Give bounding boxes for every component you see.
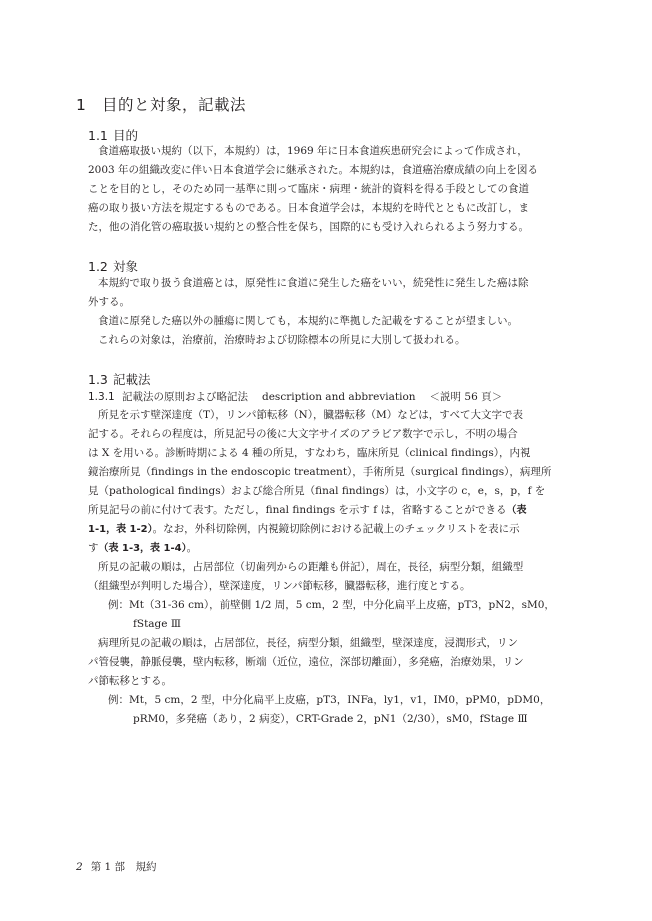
chapter-number: 1 — [76, 96, 87, 114]
paragraph-line — [88, 503, 576, 518]
example-line: fStage Ⅲ — [133, 618, 181, 630]
example-line: 例：Mt（31-36 cm），前壁側 1/2 周，5 cm，2 型，中分化扁平上皮癌，pT3，pN2，sM0， — [108, 599, 555, 611]
paragraph-line — [88, 522, 576, 537]
paragraph-line: 見（pathological findings）および総合所見（final findings）は，小文字の c，e，s，p，f を — [88, 485, 546, 497]
paragraph-line: 病理所見の記載の順は，占居部位，長径，病型分類，組織型，壁深達度，浸潤形式，リン — [98, 637, 518, 649]
subsection-number: 1.3.1 — [88, 391, 115, 403]
paragraph-line: 癌の取り扱い方法を規定するものである。日本食道学会は，本規約を時代とともに改訂し，ま — [88, 202, 529, 214]
paragraph-line: は X を用いる。診断時期による 4 種の所見，すなわち，臨床所見（clinical findings），内視 — [88, 447, 531, 459]
table-reference: （表 — [506, 505, 527, 516]
section-number: 1.1 — [88, 128, 108, 143]
paragraph-line — [88, 541, 576, 556]
section-title: 目的 — [113, 128, 139, 143]
paragraph-line: ことを目的とし，そのため同一基準に則って臨床・病理・統計的資料を得る手段としての食道 — [88, 183, 529, 195]
section-number: 1.3 — [88, 372, 108, 387]
paragraph-line: パ管侵襲，静脈侵襲，壁内転移，断端（近位，遠位，深部切離面），多発癌，治療効果，リン — [88, 656, 524, 668]
subsection-heading-1-3-1 — [88, 389, 502, 404]
line-text: 。 — [186, 542, 198, 554]
line-text: す — [88, 542, 99, 554]
example-line: pRM0，多発癌（あり，2 病変），CRT-Grade 2，pN1（2/30），sM0，fStage Ⅲ — [133, 713, 528, 725]
example-line: 例：Mt，5 cm，2 型，中分化扁平上皮癌，pT3，INFa，ly1，v1，IM0，pPM0，pDM0， — [108, 694, 551, 706]
paragraph-line: パ節転移とする。 — [88, 675, 172, 687]
page-number: 2 — [76, 861, 83, 873]
explanation-reference: ＜説明 56 頁＞ — [429, 391, 503, 403]
paragraph-line: これらの対象は，治療前，治療時および切除標本の所見に大別して扱われる。 — [98, 334, 466, 346]
chapter-heading — [76, 93, 246, 115]
subsection-title: 記載法の原則および略記法 — [122, 391, 248, 403]
paragraph-line: 食道に原発した癌以外の腫瘍に関しても，本規約に準拠した記載をすることが望ましい。 — [98, 315, 518, 327]
paragraph-line: 本規約で取り扱う食道癌とは，原発性に食道に発生した癌をいい，続発性に発生した癌は除 — [98, 277, 529, 289]
paragraph-line: 記する。それらの程度は，所見記号の後に大文字サイズのアラビア数字で示し，不明の場合 — [88, 428, 518, 440]
paragraph-line: 食道癌取扱い規約（以下，本規約）は，1969 年に日本食道疾患研究会によって作成され， — [98, 145, 528, 157]
table-reference: 1-1，表 1-2） — [88, 524, 153, 535]
line-text: 所見記号の前に付けて表す。ただし，final findings を示す f は，省略することができる — [88, 504, 507, 516]
line-text: 。なお，外科切除例，内視鏡切除例における記載上のチェックリストを表に示 — [152, 523, 520, 535]
section-number: 1.2 — [88, 259, 108, 274]
section-heading-1-1 — [88, 126, 138, 144]
paragraph-line: 鏡治療所見（findings in the endoscopic treatment），手術所見（surgical findings），病理所 — [88, 466, 552, 478]
section-title: 対象 — [113, 259, 139, 274]
chapter-title: 目的と対象，記載法 — [102, 96, 247, 114]
paragraph-line: 所見の記載の順は，占居部位（切歯列からの距離も併記），周在，長径，病型分類，組織型 — [98, 561, 524, 573]
part-label: 第 1 部 規約 — [90, 861, 157, 873]
paragraph-line: （組織型が判明した場合），壁深達度，リンパ節転移，臓器転移，進行度とする。 — [88, 580, 471, 592]
section-heading-1-3 — [88, 370, 151, 388]
page-footer — [76, 859, 157, 874]
paragraph-line: た，他の消化管の癌取扱い規約との整合性を保ち，国際的にも受け入れられるよう努力する。 — [88, 221, 529, 233]
table-reference: （表 1-3，表 1-4） — [98, 543, 187, 554]
subsection-english-title: description and abbreviation — [262, 391, 416, 403]
paragraph-line: 外する。 — [88, 296, 130, 308]
section-title: 記載法 — [113, 372, 151, 387]
paragraph-line: 2003 年の組織改変に伴い日本食道学会に継承された。本規約は，食道癌治療成績の向上を図る — [88, 164, 539, 176]
section-heading-1-2 — [88, 257, 138, 275]
paragraph-line: 所見を示す壁深達度（T），リンパ節転移（N），臓器転移（M）などは，すべて大文字で表 — [98, 409, 523, 421]
